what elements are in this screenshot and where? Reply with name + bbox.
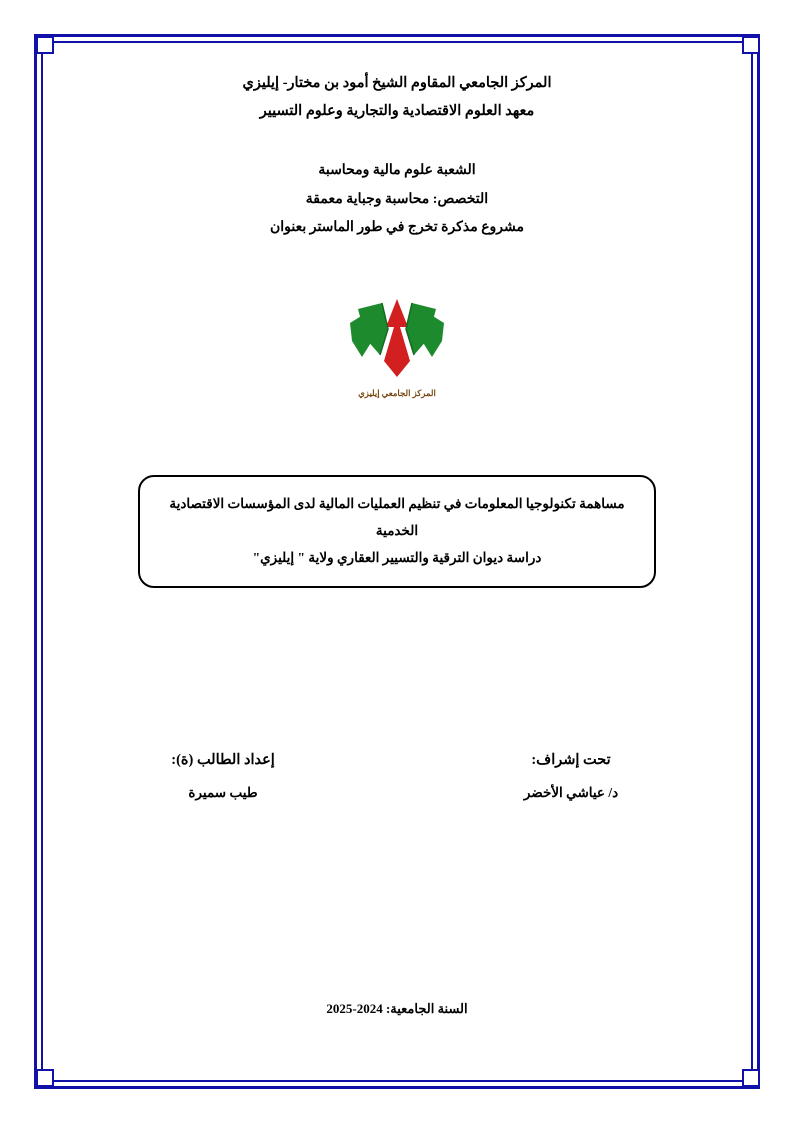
cover-page-content	[60, 56, 734, 1066]
program-info	[60, 157, 734, 243]
border-corner-top-right	[742, 36, 760, 54]
student-heading: إعداد الطالب (ة):	[171, 752, 275, 769]
supervisor-name: د/ عياشي الأخضر	[523, 785, 619, 801]
student-name: طيب سميرة	[188, 785, 258, 801]
border-corner-bottom-left	[36, 1069, 54, 1087]
thesis-title-container	[60, 475, 734, 588]
institution-header	[60, 70, 734, 125]
university-name: المركز الجامعي المقاوم الشيخ أمود بن مختار- إيليزي	[242, 75, 552, 91]
institute-name: معهد العلوم الاقتصادية والتجارية وعلوم التسيير	[259, 102, 535, 119]
thesis-title-box	[138, 475, 656, 588]
department-line: الشعبة علوم مالية ومحاسبة	[318, 163, 476, 179]
supervisor-heading: تحت إشراف:	[531, 752, 611, 769]
logo-caption: المركز الجامعي إيليزي	[358, 388, 436, 399]
border-corner-bottom-right	[742, 1069, 760, 1087]
border-corner-top-left	[36, 36, 54, 54]
signatures-row	[60, 752, 734, 801]
specialty-line: التخصص: محاسبة وجباية معمقة	[305, 191, 489, 207]
supervisor-block	[456, 752, 686, 801]
thesis-type-line: مشروع مذكرة تخرج في طور الماستر بعنوان	[269, 220, 525, 236]
academic-year: السنة الجامعية: 2024-2025	[326, 1001, 468, 1016]
thesis-title-line-2: دراسة ديوان الترقية والتسيير العقاري ولاية " إيليزي"	[252, 550, 542, 566]
logo-container	[60, 283, 734, 401]
student-block	[108, 752, 338, 801]
thesis-title-line-1: مساهمة تكنولوجيا المعلومات في تنظيم العمليات المالية لدى المؤسسات الاقتصادية الخدمية	[169, 496, 625, 539]
university-emblem-icon	[342, 283, 452, 401]
